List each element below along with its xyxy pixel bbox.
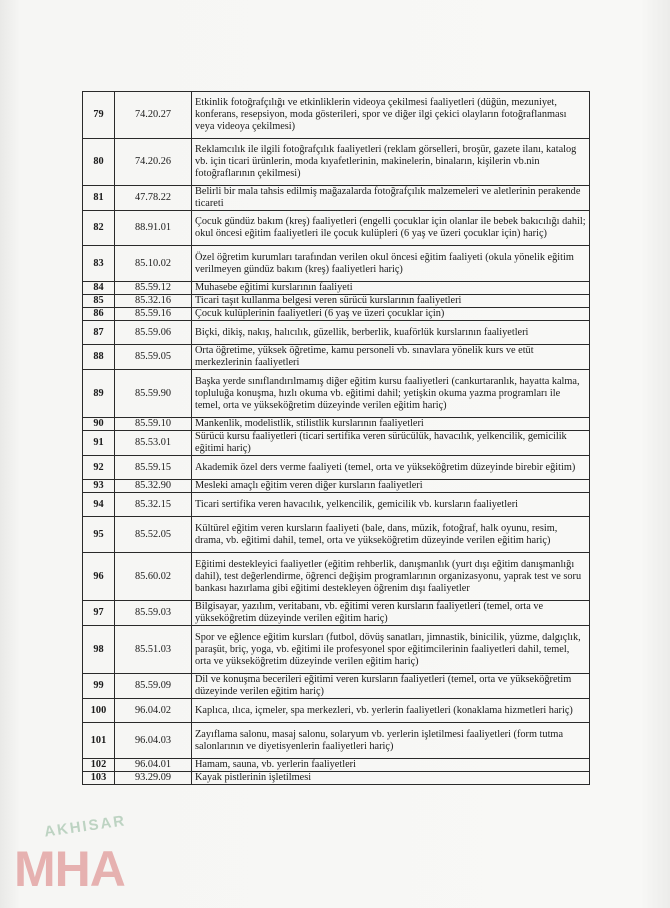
table-row (83, 517, 590, 553)
row-number: 88 (83, 345, 115, 370)
activity-code: 85.53.01 (115, 431, 192, 456)
row-number: 98 (83, 626, 115, 674)
activity-code: 85.59.09 (115, 674, 192, 699)
activity-description: Özel öğretim kurumları tarafından verilen okul öncesi eğitim faaliyeti (okula yönelik eğitim verilmeyen gündüz bakım (kreş) faaliyetleri hariç) (192, 246, 590, 282)
row-number: 92 (83, 456, 115, 480)
row-number: 79 (83, 92, 115, 139)
activity-description: Reklamcılık ile ilgili fotoğrafçılık faaliyetleri (reklam görselleri, broşür, gazete ilanı, katalog vb. için ticari ürünlerin, moda kıyafetlerinin, makinelerin, binaların, kişilerin vb.nin fotoğraflarının çekilmesi) (192, 139, 590, 186)
activity-description: Kültürel eğitim veren kursların faaliyeti (bale, dans, müzik, fotoğraf, halk oyunu, resim, drama, vb. eğitimi dahil, temel, orta ve yükseköğretim düzeyinde verilen eğitim hariç) (192, 517, 590, 553)
activity-code: 88.91.01 (115, 211, 192, 246)
activity-code: 85.59.15 (115, 456, 192, 480)
table-row (83, 186, 590, 211)
activity-code: 85.10.02 (115, 246, 192, 282)
activity-description: Akademik özel ders verme faaliyeti (temel, orta ve yükseköğretim düzeyinde birebir eğitim) (192, 456, 590, 480)
activity-description: Orta öğretime, yüksek öğretime, kamu personeli vb. sınavlara yönelik kurs ve etüt merkezlerinin faaliyetleri (192, 345, 590, 370)
table-row (83, 282, 590, 295)
activity-description: Çocuk kulüplerinin faaliyetleri (6 yaş ve üzeri çocuklar için) (192, 308, 590, 321)
row-number: 87 (83, 321, 115, 345)
row-number: 102 (83, 759, 115, 772)
activity-description: Belirli bir mala tahsis edilmiş mağazalarda fotoğrafçılık malzemeleri ve aletlerinin perakende ticareti (192, 186, 590, 211)
table-row (83, 139, 590, 186)
row-number: 89 (83, 370, 115, 418)
row-number: 90 (83, 418, 115, 431)
watermark-akhisar-text: AKHISAR (43, 812, 128, 841)
row-number: 86 (83, 308, 115, 321)
activity-table (82, 91, 590, 785)
watermark-logo (14, 808, 189, 908)
row-number: 81 (83, 186, 115, 211)
table-row (83, 308, 590, 321)
activity-table-body (83, 92, 590, 785)
row-number: 80 (83, 139, 115, 186)
activity-code: 85.59.10 (115, 418, 192, 431)
table-row (83, 480, 590, 493)
row-number: 95 (83, 517, 115, 553)
activity-code: 74.20.27 (115, 92, 192, 139)
table-row (83, 211, 590, 246)
table-row (83, 431, 590, 456)
table-row (83, 456, 590, 480)
row-number: 93 (83, 480, 115, 493)
activity-code: 85.32.90 (115, 480, 192, 493)
activity-code: 74.20.26 (115, 139, 192, 186)
table-row (83, 92, 590, 139)
row-number: 101 (83, 723, 115, 759)
activity-code: 96.04.01 (115, 759, 192, 772)
activity-description: Kayak pistlerinin işletilmesi (192, 772, 590, 785)
activity-description: Mesleki amaçlı eğitim veren diğer kursların faaliyetleri (192, 480, 590, 493)
activity-description: Kaplıca, ılıca, içmeler, spa merkezleri, vb. yerlerin faaliyetleri (konaklama hizmetleri hariç) (192, 699, 590, 723)
activity-code: 93.29.09 (115, 772, 192, 785)
table-row (83, 772, 590, 785)
table-row (83, 601, 590, 626)
table-row (83, 321, 590, 345)
table-row (83, 345, 590, 370)
row-number: 97 (83, 601, 115, 626)
row-number: 91 (83, 431, 115, 456)
row-number: 82 (83, 211, 115, 246)
activity-description: Eğitimi destekleyici faaliyetler (eğitim rehberlik, danışmanlık (yurt dışı eğitim danışmanlığı dahil), test değerlendirme, öğrenci değişim programlarının organizasyonu, yaprak test ve soru bankası hazırlama gibi eğitimi destekleyen öğrenim dışı faaliyetler (192, 553, 590, 601)
row-number: 103 (83, 772, 115, 785)
activity-code: 96.04.02 (115, 699, 192, 723)
table-row (83, 295, 590, 308)
table-row (83, 246, 590, 282)
activity-code: 85.59.06 (115, 321, 192, 345)
row-number: 84 (83, 282, 115, 295)
activity-code: 85.59.90 (115, 370, 192, 418)
row-number: 99 (83, 674, 115, 699)
table-row (83, 723, 590, 759)
table-row (83, 674, 590, 699)
activity-description: Çocuk gündüz bakım (kreş) faaliyetleri (engelli çocuklar için olanlar ile bebek bakıcılığı dahil; okul öncesi eğitim faaliyetleri ile çocuk kulüpleri (6 yaş ve üzeri çocuklar için) hariç) (192, 211, 590, 246)
activity-description: Ticari taşıt kullanma belgesi veren sürücü kurslarının faaliyetleri (192, 295, 590, 308)
activity-description: Bilgisayar, yazılım, veritabanı, vb. eğitimi veren kursların faaliyetleri (temel, orta ve yükseköğretim düzeyinde verilen eğitim hariç) (192, 601, 590, 626)
activity-description: Dil ve konuşma becerileri eğitimi veren kursların faaliyetleri (temel, orta ve yükseköğretim düzeyinde verilen eğitim hariç) (192, 674, 590, 699)
row-number: 100 (83, 699, 115, 723)
activity-description: Zayıflama salonu, masaj salonu, solaryum vb. yerlerin işletilmesi faaliyetleri (form tutma salonlarının ve diyetisyenlerin faaliyetleri hariç) (192, 723, 590, 759)
activity-code: 85.32.15 (115, 493, 192, 517)
activity-code: 96.04.03 (115, 723, 192, 759)
activity-code: 85.59.12 (115, 282, 192, 295)
row-number: 96 (83, 553, 115, 601)
activity-code: 85.60.02 (115, 553, 192, 601)
row-number: 94 (83, 493, 115, 517)
activity-description: Başka yerde sınıflandırılmamış diğer eğitim kursu faaliyetleri (cankurtaranlık, hayatta kalma, topluluğa konuşma, hızlı okuma vb. eğitimi dahil; yetişkin okuma yazma programları ile temel, orta ve yükseköğretim düzeyinde verilen eğitim hariç) (192, 370, 590, 418)
activity-code: 85.51.03 (115, 626, 192, 674)
row-number: 85 (83, 295, 115, 308)
activity-code: 85.59.05 (115, 345, 192, 370)
table-row (83, 699, 590, 723)
activity-description: Mankenlik, modelistlik, stilistlik kurslarının faaliyetleri (192, 418, 590, 431)
activity-code: 85.59.16 (115, 308, 192, 321)
table-row (83, 493, 590, 517)
table-row (83, 370, 590, 418)
row-number: 83 (83, 246, 115, 282)
activity-description: Hamam, sauna, vb. yerlerin faaliyetleri (192, 759, 590, 772)
table-row (83, 418, 590, 431)
table-row (83, 759, 590, 772)
activity-code: 85.32.16 (115, 295, 192, 308)
table-row (83, 553, 590, 601)
table-row (83, 626, 590, 674)
activity-description: Ticari sertifika veren havacılık, yelkencilik, gemicilik vb. kursların faaliyetleri (192, 493, 590, 517)
activity-description: Biçki, dikiş, nakış, halıcılık, güzellik, berberlik, kuaförlük kurslarının faaliyetleri (192, 321, 590, 345)
activity-description: Sürücü kursu faaliyetleri (ticari sertifika veren sürücülük, havacılık, yelkencilik, gemicilik eğitimi hariç) (192, 431, 590, 456)
activity-description: Etkinlik fotoğrafçılığı ve etkinliklerin videoya çekilmesi faaliyetleri (düğün, mezuniyet, konferans, resepsiyon, moda gösterileri, spor ve diğer ilgi çekici olayların fotoğraflanması veya videoya çekilmesi) (192, 92, 590, 139)
activity-description: Muhasebe eğitimi kurslarının faaliyeti (192, 282, 590, 295)
activity-code: 85.52.05 (115, 517, 192, 553)
activity-code: 85.59.03 (115, 601, 192, 626)
watermark-mha-text: MHA (14, 841, 125, 897)
activity-code: 47.78.22 (115, 186, 192, 211)
activity-description: Spor ve eğlence eğitim kursları (futbol, dövüş sanatları, jimnastik, binicilik, yüzme, dalgıçlık, paraşüt, briç, yoga, vb. eğitimi ile profesyonel spor eğitimcilerinin faaliyetleri dahil, temel, orta ve yükseköğretim düzeyinde verilen eğitim hariç) (192, 626, 590, 674)
